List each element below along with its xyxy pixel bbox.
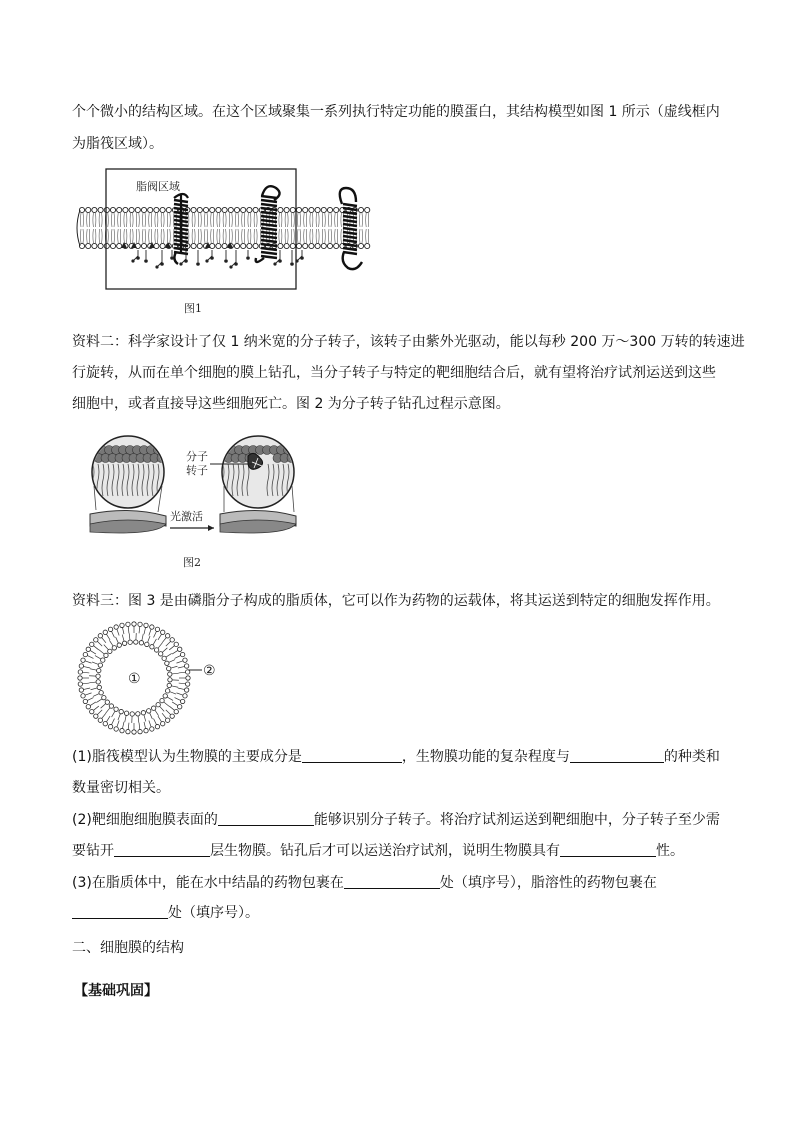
question-2-cont <box>72 841 684 861</box>
question-text: (2)靶细胞细胞膜表面的 <box>72 812 218 828</box>
arrow-label: 光激活 <box>170 510 203 523</box>
answer-blank[interactable] <box>302 748 402 763</box>
paragraph-line: 为脂筏区域）。 <box>72 136 163 152</box>
paragraph-line: 个个微小的结构区域。在这个区域聚集一系列执行特定功能的膜蛋白，其结构模型如图 1 所示（虚线框内 <box>72 104 720 120</box>
question-2 <box>72 810 720 830</box>
question-text: ，生物膜功能的复杂程度与 <box>401 749 570 765</box>
answer-blank[interactable] <box>560 842 656 857</box>
paragraph-line: 资料三：图 3 是由磷脂分子构成的脂质体，它可以作为药物的运载体，将其运送到特定的细胞发挥作用。 <box>72 593 720 609</box>
figure-1-caption: 图1 <box>184 302 202 315</box>
rotor-label: 分子 <box>186 450 208 463</box>
raft-region-label: 脂阀区域 <box>136 180 180 193</box>
question-text: 性。 <box>656 843 684 859</box>
answer-blank[interactable] <box>72 904 168 919</box>
answer-blank[interactable] <box>218 811 314 826</box>
question-1 <box>72 747 720 767</box>
membrane-slab-side <box>90 520 166 533</box>
question-text: 层生物膜。钻孔后才可以运送治疗试剂，说明生物膜具有 <box>210 843 560 859</box>
question-text: 的种类和 <box>663 749 720 765</box>
paragraph-line: 资料二：科学家设计了仅 1 纳米宽的分子转子，该转子由紫外光驱动，能以每秒 200 万～300 万转的转速进 <box>72 334 745 350</box>
question-3-cont <box>72 903 259 923</box>
paragraph-line: 行旋转，从而在单个细胞的膜上钻孔，当分子转子与特定的靶细胞结合后，就有望将治疗试剂运送到这些 <box>72 365 716 381</box>
section-heading: 二、细胞膜的结构 <box>72 940 184 956</box>
figure-2-caption: 图2 <box>183 556 201 569</box>
question-text: 处（填序号），脂溶性的药物包裹在 <box>439 875 657 891</box>
question-3 <box>72 873 657 893</box>
figure-1-lipid-raft <box>76 166 376 316</box>
question-text: 要钻开 <box>72 843 114 859</box>
question-text: (3)在脂质体中，能在水中结晶的药物包裹在 <box>72 875 344 891</box>
label-bilayer: ② <box>203 663 216 679</box>
question-1-cont: 数量密切相关。 <box>72 780 170 796</box>
label-inner-aqueous: ① <box>128 671 141 687</box>
paragraph-line: 细胞中，或者直接导这些细胞死亡。图 2 为分子转子钻孔过程示意图。 <box>72 396 510 412</box>
answer-blank[interactable] <box>570 748 664 763</box>
transmembrane-proteins <box>121 186 362 269</box>
question-text: 处（填序号）。 <box>168 905 259 921</box>
membrane-slab-side <box>220 520 296 533</box>
rotor-label: 转子 <box>186 464 208 477</box>
phospholipid-bilayer <box>77 207 370 248</box>
answer-blank[interactable] <box>114 842 210 857</box>
section-subheading: 【基础巩固】 <box>74 983 158 999</box>
question-text: (1)脂筏模型认为生物膜的主要成分是 <box>72 749 302 765</box>
figure-3-liposome <box>72 620 232 740</box>
answer-blank[interactable] <box>344 874 440 889</box>
figure-2-molecular-rotor <box>86 432 306 572</box>
question-text: 能够识别分子转子。将治疗试剂运送到靶细胞中，分子转子至少需 <box>313 812 720 828</box>
